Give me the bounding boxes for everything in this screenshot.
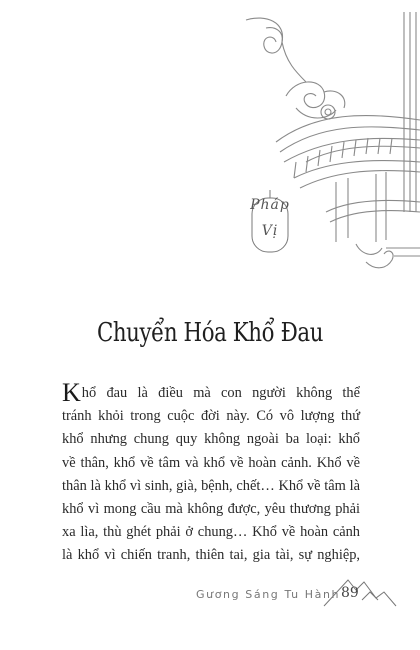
body-text: [62, 378, 360, 568]
body-line: thân là khổ vì sinh, già, bệnh, chết… Khổ về tâm là: [62, 477, 360, 494]
seal-text: Pháp Vị: [250, 197, 290, 239]
footer-book-title: Gương Sáng Tu Hành: [196, 588, 341, 601]
body-line: xa lìa, thù ghét phải ở chung… Khổ về hoàn cảnh: [62, 524, 360, 541]
body-line-text: hổ đau là điều mà con người không thể: [81, 385, 360, 401]
body-line: là khổ vì chiến tranh, thiên tai, gia tài, sự nghiệp,: [62, 547, 360, 564]
body-line: khổ nhưng chung quy không ngoài ba loại: khổ: [62, 431, 360, 448]
chapter-title: Chuyển Hóa Khổ Đau: [96, 318, 324, 348]
mountain-ornament-icon: [322, 574, 398, 608]
page-number: 89: [341, 585, 359, 601]
body-line: khổ vì mong cầu mà không được, yêu thương phải: [62, 501, 360, 518]
body-line: tránh khỏi trong cuộc đời này. Có vô lượng thứ: [62, 408, 360, 425]
body-line: về thân, khổ về tâm và khổ về hoàn cảnh. Khổ về: [62, 454, 360, 471]
body-line: [62, 378, 360, 407]
drop-cap: K: [62, 378, 81, 407]
